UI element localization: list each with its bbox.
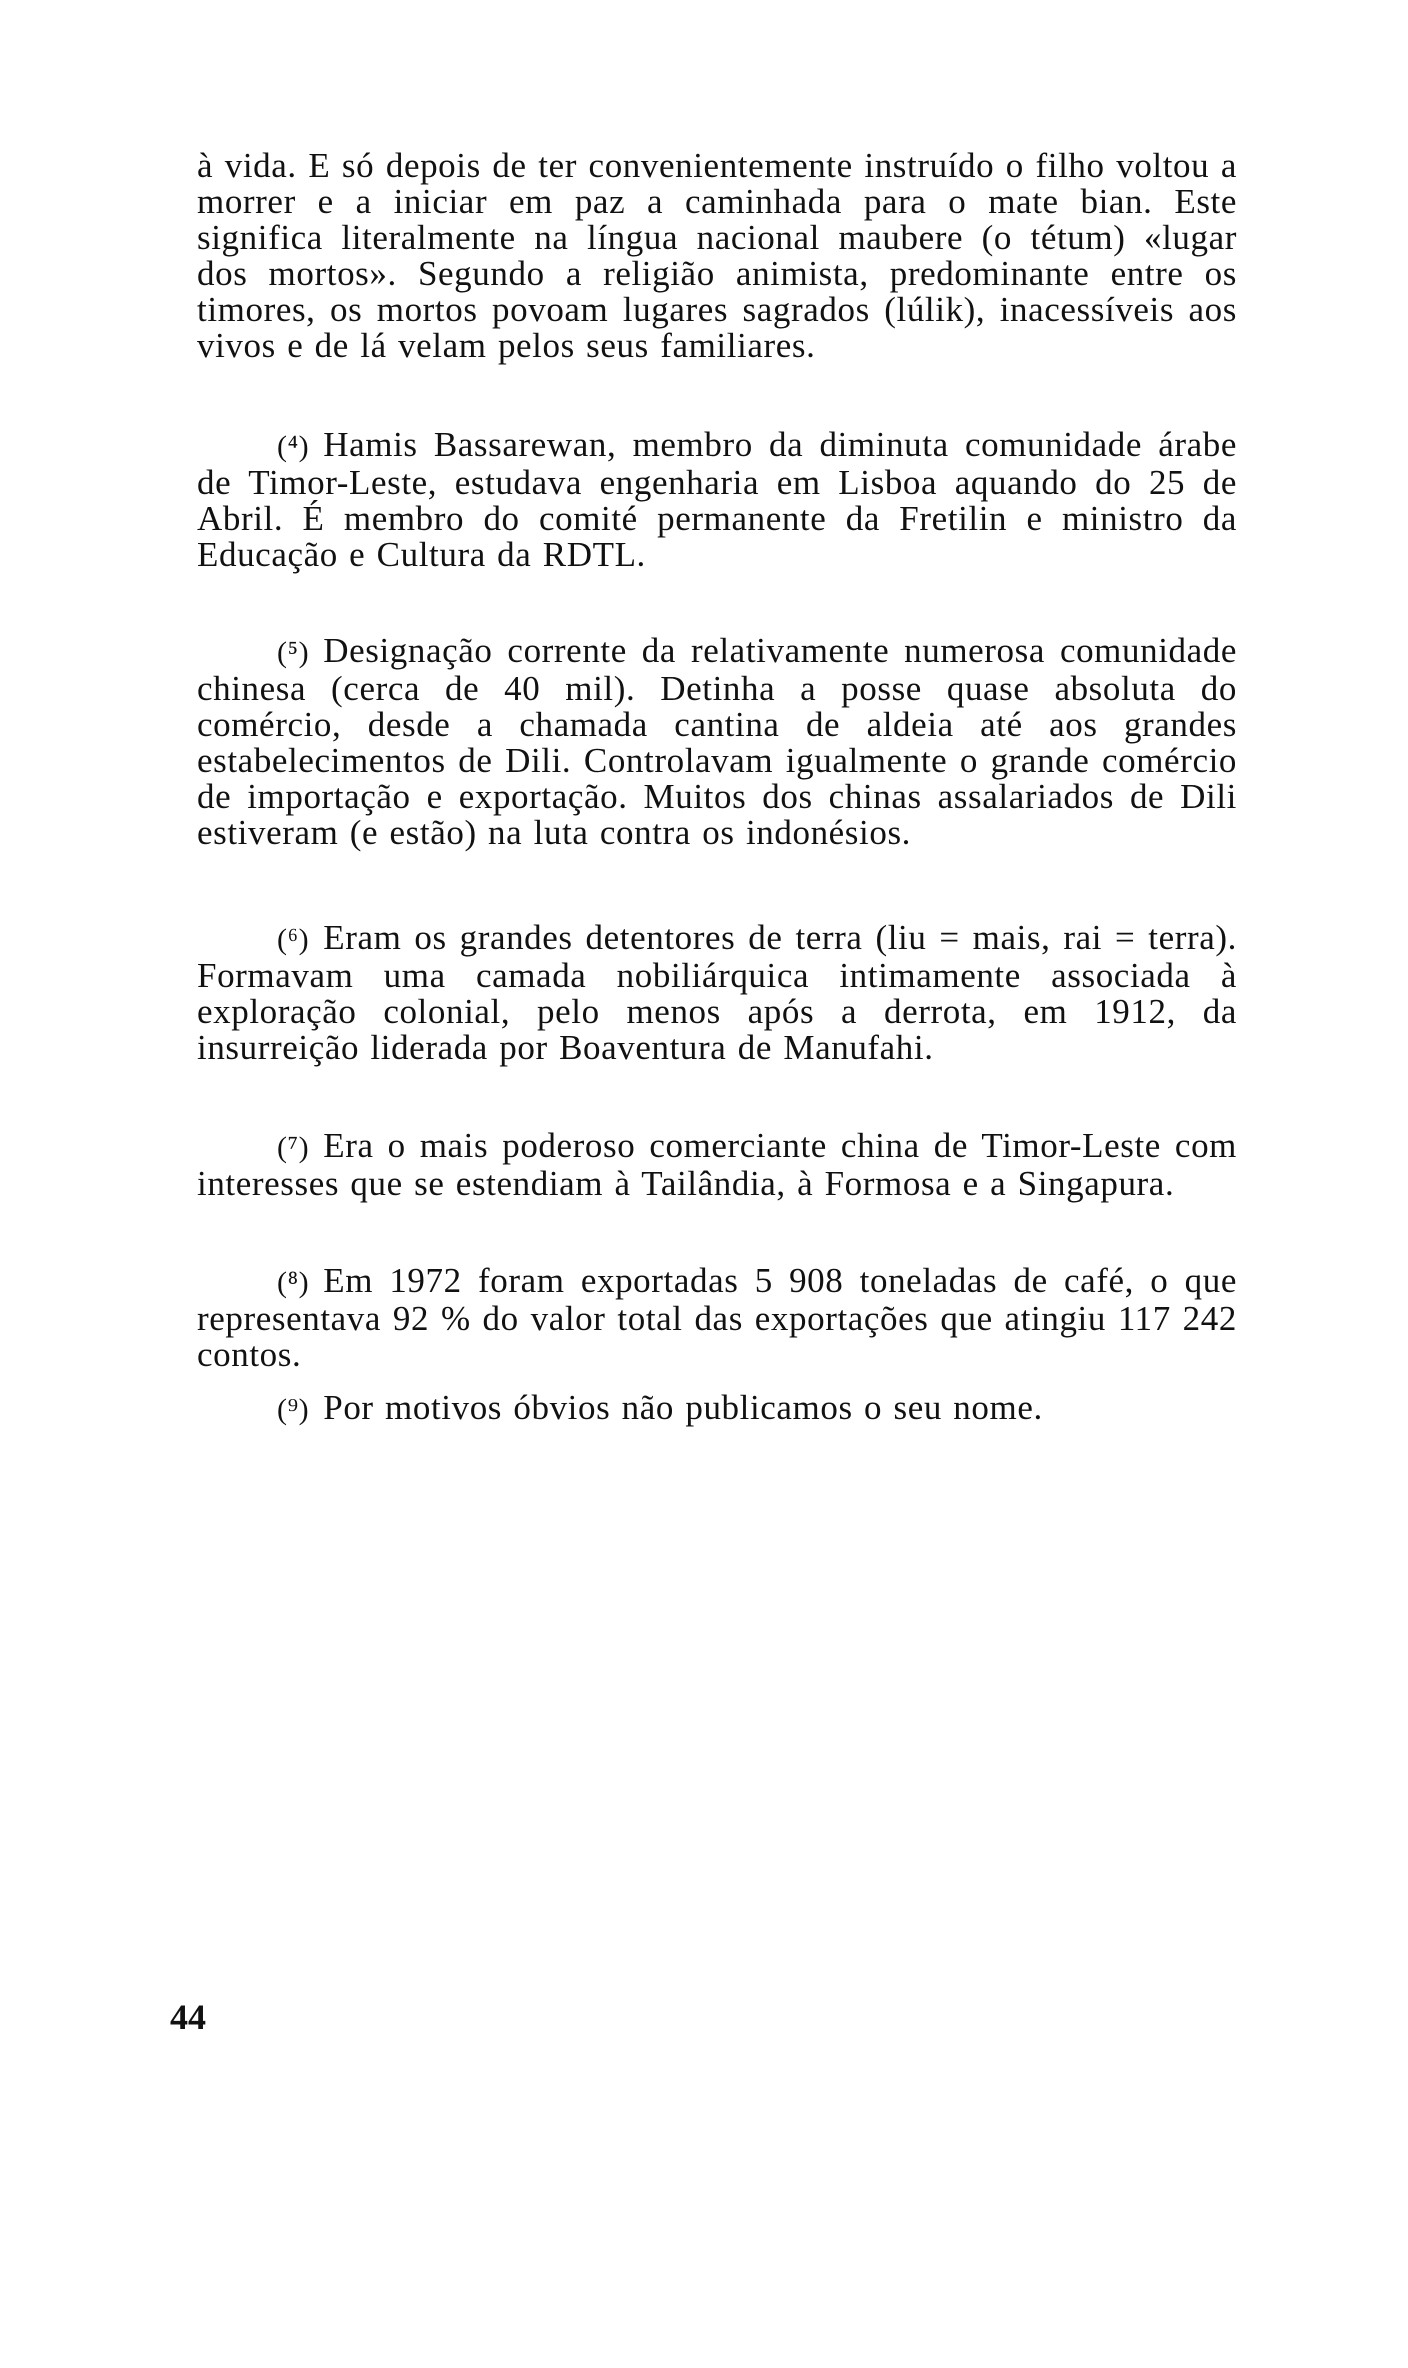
- footnote-6: [197, 920, 1237, 1066]
- footnote-marker: (⁷): [277, 1131, 310, 1164]
- footnote-text: Hamis Bassarewan, membro da diminuta comunidade árabe de Timor-Leste, estudava engenharia em Lisboa aquando do 25 de Abril. É membro do comité permanente da Fretilin e ministro da Educação e Cultura da RDTL.: [197, 425, 1237, 574]
- footnote-5: [197, 633, 1237, 851]
- footnote-marker: (⁹): [277, 1393, 310, 1426]
- footnote-text: Por motivos óbvios não publicamos o seu nome.: [323, 1388, 1043, 1427]
- footnote-7: [197, 1128, 1237, 1202]
- footnote-marker: (⁶): [277, 923, 310, 956]
- footnote-marker: (⁵): [277, 636, 310, 669]
- footnote-text: Designação corrente da relativamente numerosa comunidade chinesa (cerca de 40 mil). Detinha a posse quase absoluta do comércio, desde a chamada cantina de aldeia até aos grandes estabelecimentos de Dili. Controlavam igualmente o grande comércio de importação e exportação. Muitos dos chinas assalariados de Dili estiveram (e estão) na luta contra os indonésios.: [197, 631, 1237, 852]
- footnote-text: Era o mais poderoso comerciante china de Timor-Leste com interesses que se estendiam à Tailândia, à Formosa e a Singapura.: [197, 1126, 1237, 1203]
- footnote-4: [197, 427, 1237, 573]
- footnote-text: Eram os grandes detentores de terra (liu = mais, rai = terra). Formavam uma camada nobiliárquica intimamente associada à exploração colonial, pelo menos após a derrota, em 1912, da insurreição liderada por Boaventura de Manufahi.: [197, 918, 1237, 1067]
- page-number: 44: [170, 1997, 206, 2037]
- footnote-text: Em 1972 foram exportadas 5 908 toneladas de café, o que representava 92 % do valor total das exportações que atingiu 117 242 contos.: [197, 1261, 1237, 1374]
- footnote-marker: (⁸): [277, 1266, 310, 1299]
- footnote-marker: (⁴): [277, 430, 310, 463]
- body-paragraph: à vida. E só depois de ter convenientemente instruído o filho voltou a morrer e a iniciar em paz a caminhada para o mate bian. Este significa literalmente na língua nacional maubere (o tétum) «lugar dos mortos». Segundo a religião animista, predominante entre os timores, os mortos povoam lugares sagrados (lúlik), inacessíveis aos vivos e de lá velam pelos seus familiares.: [197, 146, 1237, 365]
- footnote-9: [197, 1390, 1237, 1428]
- footnote-8: [197, 1263, 1237, 1373]
